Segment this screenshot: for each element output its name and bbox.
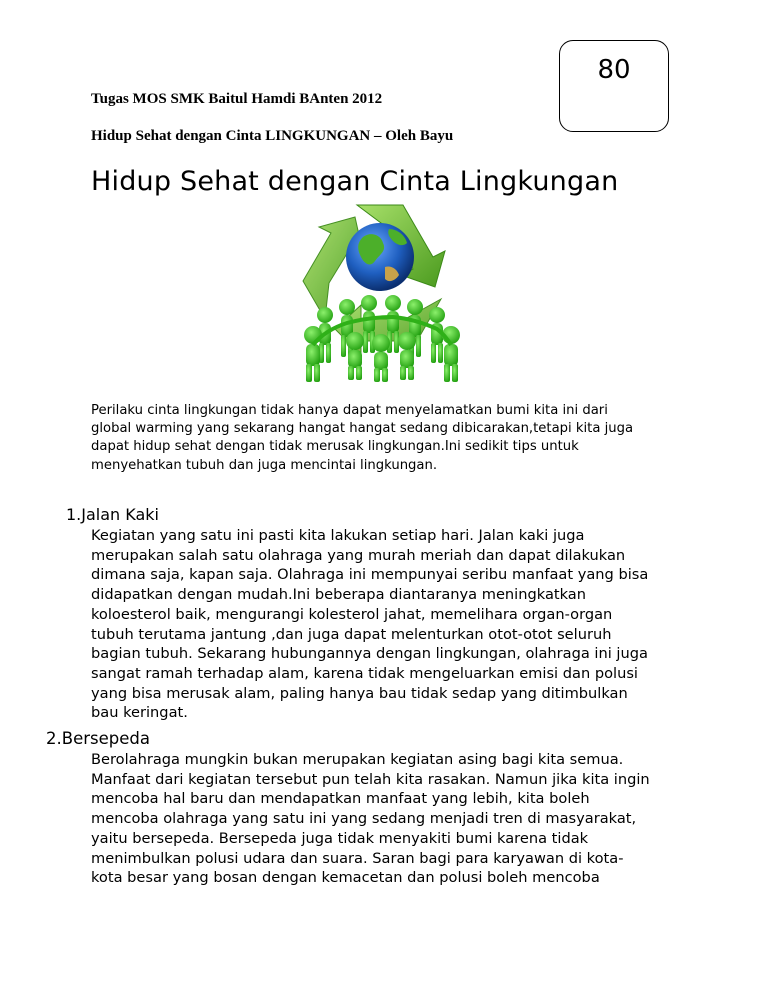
item-1-body bbox=[91, 526, 701, 723]
body-line: kota besar yang bosan dengan kemacetan dan polusi boleh mencoba bbox=[91, 869, 600, 887]
body-line: yaitu bersepeda. Bersepeda juga tidak menyakiti bumi karena tidak bbox=[91, 829, 589, 847]
item-2-body bbox=[91, 750, 701, 888]
body-line: mencoba olahraga yang satu ini yang sedang menjadi tren di masyarakat, bbox=[91, 810, 637, 828]
body-line: menimbulkan polusi udara dan suara. Saran bagi para karyawan di kota- bbox=[91, 849, 624, 867]
header-line-2: Hidup Sehat dengan Cinta LINGKUNGAN – Oleh Bayu bbox=[91, 128, 454, 144]
score-value: 80 bbox=[597, 55, 631, 85]
item-1-title: Jalan Kaki bbox=[81, 505, 159, 524]
body-line: bagian tubuh. Sekarang hubungannya dengan lingkungan, olahraga ini juga bbox=[91, 645, 648, 663]
intro-line: menyehatkan tubuh dan juga mencintai lingkungan. bbox=[91, 457, 438, 473]
body-line: sangat ramah terhadap alam, karena tidak mengeluarkan emisi dan polusi bbox=[91, 664, 638, 682]
item-2-title: Bersepeda bbox=[61, 729, 150, 748]
item-1-number: 1. bbox=[66, 505, 82, 524]
item-1-heading bbox=[66, 505, 159, 524]
body-line: didapatkan dengan mudah.Ini beberapa diantaranya meningkatkan bbox=[91, 586, 586, 604]
body-line: mencoba hal baru dan mendapatkan manfaat yang lebih, kita boleh bbox=[91, 790, 590, 808]
item-2-heading bbox=[46, 729, 150, 748]
recycle-globe-people-icon bbox=[285, 195, 480, 385]
item-2-number: 2. bbox=[46, 729, 62, 748]
intro-line: dapat hidup sehat dengan tidak merusak lingkungan.Ini sedikit tips untuk bbox=[91, 439, 579, 455]
body-line: Kegiatan yang satu ini pasti kita lakukan setiap hari. Jalan kaki juga bbox=[91, 527, 585, 544]
body-line: tubuh terutama jantung ,dan juga dapat melenturkan otot-otot seluruh bbox=[91, 625, 612, 643]
header-line-1: Tugas MOS SMK Baitul Hamdi BAnten 2012 bbox=[91, 91, 383, 107]
score-box bbox=[559, 40, 669, 132]
body-line: dimana saja, kapan saja. Olahraga ini mempunyai seribu manfaat yang bisa bbox=[91, 566, 649, 584]
body-line: bau keringat. bbox=[91, 704, 188, 722]
intro-line: global warming yang sekarang hangat hangat sedang dibicarakan,tetapi kita juga bbox=[91, 421, 634, 437]
body-line: merupakan salah satu olahraga yang murah meriah dan dapat dilakukan bbox=[91, 546, 626, 564]
page-title: Hidup Sehat dengan Cinta Lingkungan bbox=[91, 166, 619, 197]
intro-line: Perilaku cinta lingkungan tidak hanya dapat menyelamatkan bumi kita ini dari bbox=[91, 403, 608, 418]
body-line: koloesterol baik, mengurangi kolesterol jahat, memelihara organ-organ bbox=[91, 605, 613, 623]
body-line: Berolahraga mungkin bukan merupakan kegiatan asing bagi kita semua. bbox=[91, 751, 624, 768]
intro-paragraph bbox=[91, 402, 691, 475]
body-line: yang bisa merusak alam, paling hanya bau tidak sedap yang ditimbulkan bbox=[91, 684, 628, 702]
body-line: Manfaat dari kegiatan tersebut pun telah kita rasakan. Namun jika kita ingin bbox=[91, 770, 650, 788]
recycle-globe-illustration bbox=[285, 195, 480, 385]
